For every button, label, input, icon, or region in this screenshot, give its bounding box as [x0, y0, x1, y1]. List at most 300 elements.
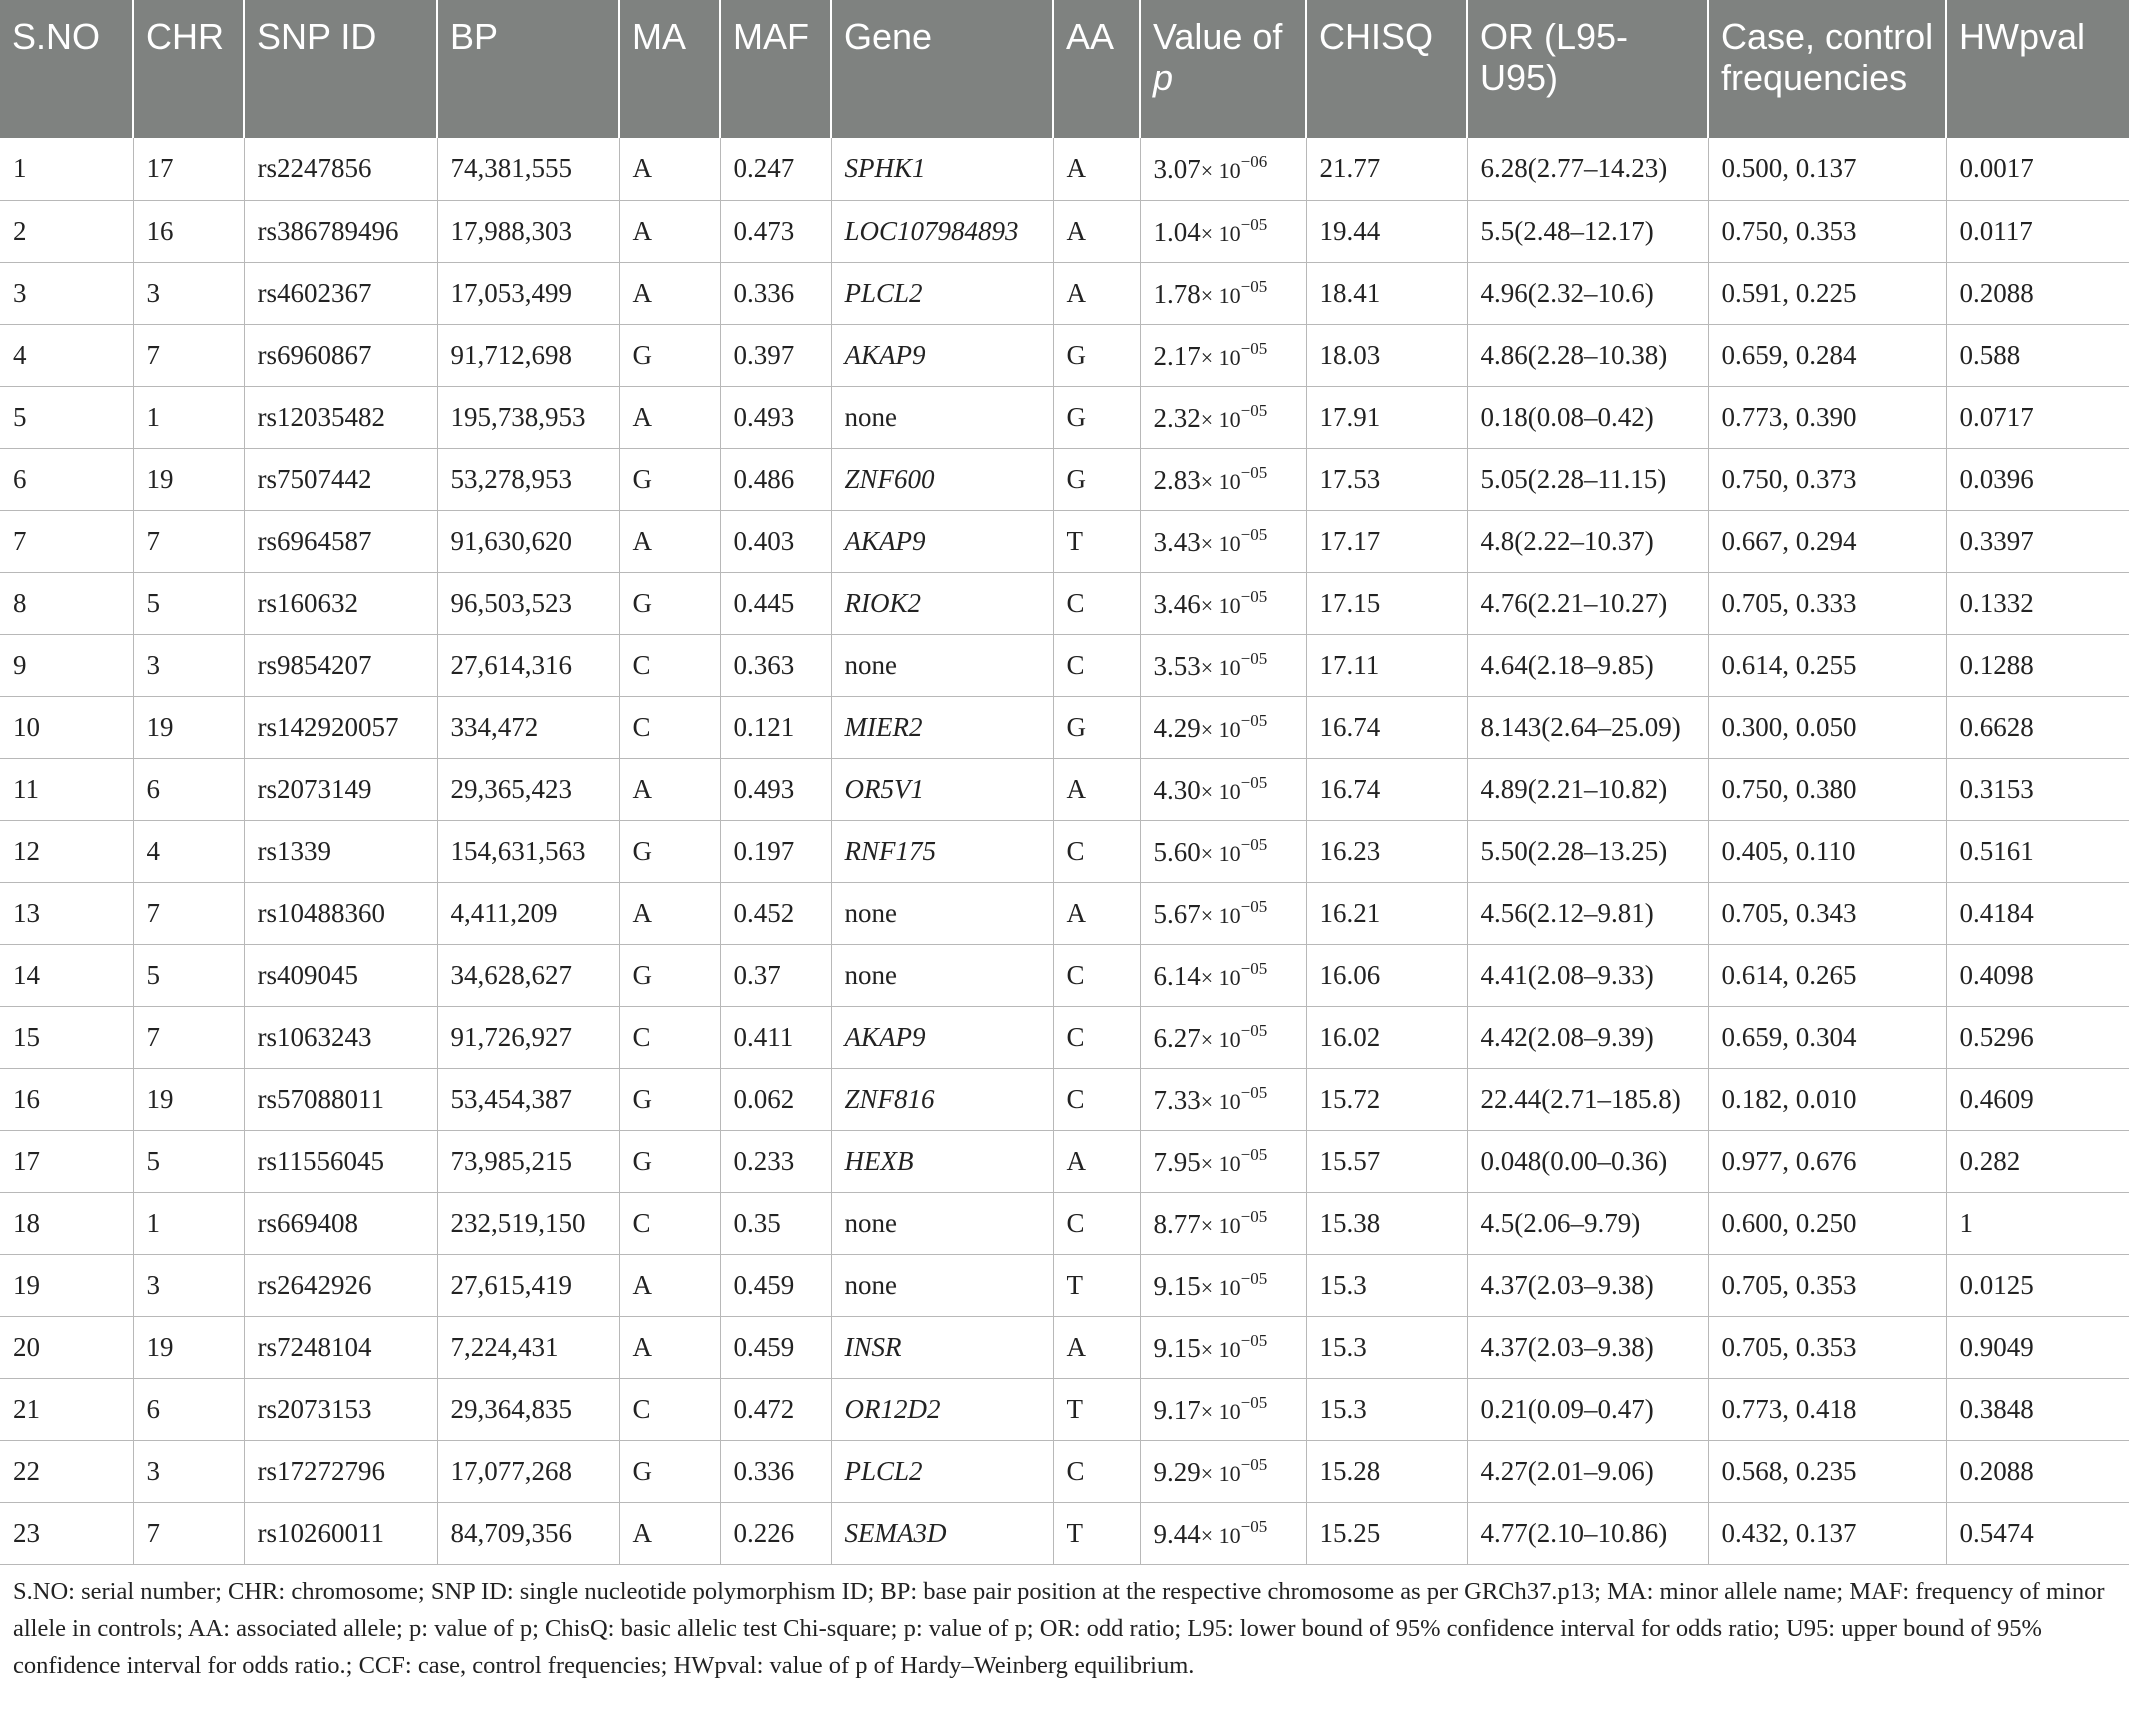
- chisq-cell: 15.57: [1306, 1130, 1467, 1192]
- ma-cell: G: [619, 1130, 720, 1192]
- aa-cell: A: [1053, 200, 1140, 262]
- col-header-hwpval: HWpval: [1946, 0, 2129, 138]
- p-value-exponent: −05: [1240, 710, 1268, 730]
- snp-id-cell: rs9854207: [244, 634, 437, 696]
- snp-id-cell: rs4602367: [244, 262, 437, 324]
- chisq-cell: 17.15: [1306, 572, 1467, 634]
- p-value-exponent: −05: [1240, 1144, 1268, 1164]
- hwpval-cell: 0.4609: [1946, 1068, 2129, 1130]
- maf-cell: 0.197: [720, 820, 831, 882]
- sno-cell: 6: [0, 448, 133, 510]
- p-value-multiplier: × 10: [1200, 344, 1241, 370]
- ccf-cell: 0.750, 0.380: [1708, 758, 1946, 820]
- table-row: [0, 448, 2129, 510]
- gene-cell: none: [831, 386, 1053, 448]
- col-header-p-value: [1140, 0, 1306, 138]
- table-row: [0, 1130, 2129, 1192]
- gene-cell: none: [831, 1254, 1053, 1316]
- sno-cell: 12: [0, 820, 133, 882]
- p-value-multiplier: × 10: [1200, 654, 1241, 680]
- chisq-cell: 18.03: [1306, 324, 1467, 386]
- gene-cell: none: [831, 944, 1053, 1006]
- maf-cell: 0.062: [720, 1068, 831, 1130]
- p-value-cell: [1140, 820, 1306, 882]
- bp-cell: 154,631,563: [437, 820, 619, 882]
- table-row: [0, 1378, 2129, 1440]
- p-value-base: 2.83: [1153, 464, 1201, 495]
- bp-cell: 91,630,620: [437, 510, 619, 572]
- hwpval-cell: 0.0396: [1946, 448, 2129, 510]
- snp-id-cell: rs10488360: [244, 882, 437, 944]
- hwpval-cell: 0.3397: [1946, 510, 2129, 572]
- chisq-cell: 17.17: [1306, 510, 1467, 572]
- chisq-cell: 16.74: [1306, 696, 1467, 758]
- ma-cell: C: [619, 634, 720, 696]
- ccf-cell: 0.591, 0.225: [1708, 262, 1946, 324]
- p-value-base: 5.60: [1153, 836, 1201, 867]
- chisq-cell: 15.72: [1306, 1068, 1467, 1130]
- table-row: [0, 138, 2129, 200]
- ccf-cell: 0.705, 0.353: [1708, 1254, 1946, 1316]
- or-cell: 4.27(2.01–9.06): [1467, 1440, 1708, 1502]
- chisq-cell: 16.23: [1306, 820, 1467, 882]
- bp-cell: 334,472: [437, 696, 619, 758]
- p-value-exponent: −06: [1240, 152, 1268, 172]
- table-row: [0, 1068, 2129, 1130]
- aa-cell: C: [1053, 634, 1140, 696]
- ccf-cell: 0.405, 0.110: [1708, 820, 1946, 882]
- chisq-cell: 17.53: [1306, 448, 1467, 510]
- ma-cell: C: [619, 1192, 720, 1254]
- p-value-cell: [1140, 448, 1306, 510]
- snp-id-cell: rs1063243: [244, 1006, 437, 1068]
- p-value-exponent: −05: [1240, 1454, 1268, 1474]
- p-value-base: 7.95: [1153, 1146, 1201, 1177]
- sno-cell: 13: [0, 882, 133, 944]
- ccf-cell: 0.750, 0.373: [1708, 448, 1946, 510]
- chisq-cell: 15.28: [1306, 1440, 1467, 1502]
- gene-cell: PLCL2: [831, 262, 1053, 324]
- p-value-exponent: −05: [1240, 586, 1268, 606]
- table-row: [0, 1192, 2129, 1254]
- hwpval-cell: 0.2088: [1946, 262, 2129, 324]
- p-value-base: 2.32: [1153, 402, 1201, 433]
- p-value-base: 1.78: [1153, 278, 1201, 309]
- ma-cell: G: [619, 572, 720, 634]
- col-header-snp-id: SNP ID: [244, 0, 437, 138]
- bp-cell: 84,709,356: [437, 1502, 619, 1564]
- p-value-multiplier: × 10: [1200, 1026, 1241, 1052]
- snp-id-cell: rs57088011: [244, 1068, 437, 1130]
- p-value-cell: [1140, 1316, 1306, 1378]
- aa-cell: A: [1053, 758, 1140, 820]
- table-row: [0, 200, 2129, 262]
- chisq-cell: 18.41: [1306, 262, 1467, 324]
- ma-cell: A: [619, 882, 720, 944]
- p-value-base: 7.33: [1153, 1084, 1201, 1115]
- chr-cell: 16: [133, 200, 244, 262]
- sno-cell: 3: [0, 262, 133, 324]
- sno-cell: 22: [0, 1440, 133, 1502]
- ccf-cell: 0.705, 0.343: [1708, 882, 1946, 944]
- ma-cell: G: [619, 448, 720, 510]
- hwpval-cell: 0.4098: [1946, 944, 2129, 1006]
- or-cell: 4.86(2.28–10.38): [1467, 324, 1708, 386]
- hwpval-cell: 0.9049: [1946, 1316, 2129, 1378]
- snp-id-cell: rs2247856: [244, 138, 437, 200]
- sno-cell: 1: [0, 138, 133, 200]
- table-footnote: S.NO: serial number; CHR: chromosome; SNP ID: single nucleotide polymorphism ID; BP: base pair position at the respective chromosome as per GRCh37.p13; MA: minor allele name; MAF: frequency of minor allele in controls; AA: associated allele; p: value of p; ChisQ: basic allelic test Chi-square; p: value of p; OR: odd ratio; L95: lower bound of 95% confidence interval for odds ratio; U95: upper bound of 95% confidence interval for odds ratio.; CCF: case, control frequencies; HWpval: value of p of Hardy–Weinberg equilibrium.: [13, 1578, 2105, 1679]
- p-value-multiplier: × 10: [1200, 282, 1241, 308]
- p-value-cell: [1140, 1006, 1306, 1068]
- sno-cell: 10: [0, 696, 133, 758]
- p-value-base: 2.17: [1153, 340, 1201, 371]
- sno-cell: 21: [0, 1378, 133, 1440]
- aa-cell: C: [1053, 1068, 1140, 1130]
- p-value-exponent: −05: [1240, 648, 1268, 668]
- gene-cell: HEXB: [831, 1130, 1053, 1192]
- chr-cell: 3: [133, 1440, 244, 1502]
- p-value-base: 3.53: [1153, 650, 1201, 681]
- chisq-cell: 19.44: [1306, 200, 1467, 262]
- bp-cell: 17,988,303: [437, 200, 619, 262]
- chr-cell: 5: [133, 572, 244, 634]
- p-value-cell: [1140, 1068, 1306, 1130]
- bp-cell: 195,738,953: [437, 386, 619, 448]
- p-value-multiplier: × 10: [1200, 1274, 1241, 1300]
- table-row: [0, 262, 2129, 324]
- p-value-exponent: −05: [1240, 896, 1268, 916]
- gene-cell: ZNF600: [831, 448, 1053, 510]
- p-value-base: 4.29: [1153, 712, 1201, 743]
- p-value-exponent: −05: [1240, 1020, 1268, 1040]
- chisq-cell: 16.21: [1306, 882, 1467, 944]
- bp-cell: 7,224,431: [437, 1316, 619, 1378]
- gene-cell: RIOK2: [831, 572, 1053, 634]
- aa-cell: T: [1053, 1254, 1140, 1316]
- snp-id-cell: rs1339: [244, 820, 437, 882]
- p-value-base: 6.27: [1153, 1022, 1201, 1053]
- p-value-exponent: −05: [1240, 958, 1268, 978]
- sno-cell: 17: [0, 1130, 133, 1192]
- bp-cell: 232,519,150: [437, 1192, 619, 1254]
- or-cell: 4.37(2.03–9.38): [1467, 1254, 1708, 1316]
- p-value-multiplier: × 10: [1200, 1336, 1241, 1362]
- table-row: [0, 1440, 2129, 1502]
- ccf-cell: 0.659, 0.284: [1708, 324, 1946, 386]
- ma-cell: A: [619, 1316, 720, 1378]
- or-cell: 4.42(2.08–9.39): [1467, 1006, 1708, 1068]
- p-value-cell: [1140, 634, 1306, 696]
- aa-cell: A: [1053, 262, 1140, 324]
- chisq-cell: 17.91: [1306, 386, 1467, 448]
- p-value-cell: [1140, 1254, 1306, 1316]
- hwpval-cell: 0.5296: [1946, 1006, 2129, 1068]
- ccf-cell: 0.600, 0.250: [1708, 1192, 1946, 1254]
- maf-cell: 0.403: [720, 510, 831, 572]
- ma-cell: G: [619, 1440, 720, 1502]
- p-value-exponent: −05: [1240, 772, 1268, 792]
- sno-cell: 2: [0, 200, 133, 262]
- table-row: [0, 510, 2129, 572]
- p-header-prefix: Value of: [1153, 16, 1283, 57]
- bp-cell: 53,454,387: [437, 1068, 619, 1130]
- or-cell: 6.28(2.77–14.23): [1467, 138, 1708, 200]
- hwpval-cell: 1: [1946, 1192, 2129, 1254]
- bp-cell: 53,278,953: [437, 448, 619, 510]
- chisq-cell: 17.11: [1306, 634, 1467, 696]
- p-value-cell: [1140, 882, 1306, 944]
- sno-cell: 4: [0, 324, 133, 386]
- maf-cell: 0.472: [720, 1378, 831, 1440]
- sno-cell: 20: [0, 1316, 133, 1378]
- p-value-exponent: −05: [1240, 1516, 1268, 1536]
- or-cell: 4.89(2.21–10.82): [1467, 758, 1708, 820]
- aa-cell: C: [1053, 944, 1140, 1006]
- chr-cell: 1: [133, 1192, 244, 1254]
- maf-cell: 0.473: [720, 200, 831, 262]
- chisq-cell: 15.3: [1306, 1378, 1467, 1440]
- table-row: [0, 324, 2129, 386]
- p-value-multiplier: × 10: [1200, 220, 1241, 246]
- ccf-cell: 0.182, 0.010: [1708, 1068, 1946, 1130]
- or-cell: 4.76(2.21–10.27): [1467, 572, 1708, 634]
- hwpval-cell: 0.1288: [1946, 634, 2129, 696]
- bp-cell: 91,726,927: [437, 1006, 619, 1068]
- snp-id-cell: rs2073149: [244, 758, 437, 820]
- p-value-exponent: −05: [1240, 1268, 1268, 1288]
- chr-cell: 19: [133, 696, 244, 758]
- aa-cell: C: [1053, 572, 1140, 634]
- ccf-cell: 0.300, 0.050: [1708, 696, 1946, 758]
- p-value-base: 9.44: [1153, 1518, 1201, 1549]
- bp-cell: 34,628,627: [437, 944, 619, 1006]
- maf-cell: 0.459: [720, 1254, 831, 1316]
- p-value-multiplier: × 10: [1200, 778, 1241, 804]
- maf-cell: 0.247: [720, 138, 831, 200]
- maf-cell: 0.121: [720, 696, 831, 758]
- maf-cell: 0.233: [720, 1130, 831, 1192]
- hwpval-cell: 0.588: [1946, 324, 2129, 386]
- sno-cell: 23: [0, 1502, 133, 1564]
- maf-cell: 0.37: [720, 944, 831, 1006]
- bp-cell: 29,364,835: [437, 1378, 619, 1440]
- aa-cell: G: [1053, 448, 1140, 510]
- ccf-cell: 0.432, 0.137: [1708, 1502, 1946, 1564]
- ccf-cell: 0.773, 0.418: [1708, 1378, 1946, 1440]
- hwpval-cell: 0.3848: [1946, 1378, 2129, 1440]
- aa-cell: C: [1053, 1006, 1140, 1068]
- ma-cell: G: [619, 944, 720, 1006]
- ccf-cell: 0.568, 0.235: [1708, 1440, 1946, 1502]
- col-header-maf: MAF: [720, 0, 831, 138]
- snp-id-cell: rs6964587: [244, 510, 437, 572]
- p-value-cell: [1140, 572, 1306, 634]
- p-value-cell: [1140, 262, 1306, 324]
- or-cell: 4.56(2.12–9.81): [1467, 882, 1708, 944]
- or-cell: 0.21(0.09–0.47): [1467, 1378, 1708, 1440]
- p-value-cell: [1140, 1440, 1306, 1502]
- sno-cell: 19: [0, 1254, 133, 1316]
- ma-cell: A: [619, 262, 720, 324]
- or-cell: 5.05(2.28–11.15): [1467, 448, 1708, 510]
- or-cell: 0.048(0.00–0.36): [1467, 1130, 1708, 1192]
- chr-cell: 7: [133, 882, 244, 944]
- p-value-base: 6.14: [1153, 960, 1201, 991]
- col-header-sno: S.NO: [0, 0, 133, 138]
- maf-cell: 0.35: [720, 1192, 831, 1254]
- snp-id-cell: rs669408: [244, 1192, 437, 1254]
- bp-cell: 73,985,215: [437, 1130, 619, 1192]
- or-cell: 4.37(2.03–9.38): [1467, 1316, 1708, 1378]
- ccf-cell: 0.659, 0.304: [1708, 1006, 1946, 1068]
- hwpval-cell: 0.0125: [1946, 1254, 2129, 1316]
- gene-cell: none: [831, 882, 1053, 944]
- ccf-cell: 0.773, 0.390: [1708, 386, 1946, 448]
- aa-cell: C: [1053, 1192, 1140, 1254]
- or-cell: 5.50(2.28–13.25): [1467, 820, 1708, 882]
- sno-cell: 18: [0, 1192, 133, 1254]
- p-value-multiplier: × 10: [1200, 1398, 1241, 1424]
- bp-cell: 17,077,268: [437, 1440, 619, 1502]
- chisq-cell: 15.25: [1306, 1502, 1467, 1564]
- chisq-cell: 16.06: [1306, 944, 1467, 1006]
- maf-cell: 0.397: [720, 324, 831, 386]
- p-value-cell: [1140, 138, 1306, 200]
- hwpval-cell: 0.6628: [1946, 696, 2129, 758]
- ma-cell: A: [619, 1254, 720, 1316]
- p-value-base: 3.43: [1153, 526, 1201, 557]
- sno-cell: 15: [0, 1006, 133, 1068]
- aa-cell: C: [1053, 820, 1140, 882]
- chisq-cell: 15.3: [1306, 1254, 1467, 1316]
- p-value-base: 9.17: [1153, 1394, 1201, 1425]
- p-value-multiplier: × 10: [1200, 1150, 1241, 1176]
- p-value-cell: [1140, 324, 1306, 386]
- maf-cell: 0.493: [720, 758, 831, 820]
- p-value-exponent: −05: [1240, 524, 1268, 544]
- gene-cell: PLCL2: [831, 1440, 1053, 1502]
- or-cell: 8.143(2.64–25.09): [1467, 696, 1708, 758]
- col-header-chr: CHR: [133, 0, 244, 138]
- ccf-cell: 0.614, 0.255: [1708, 634, 1946, 696]
- or-cell: 4.41(2.08–9.33): [1467, 944, 1708, 1006]
- ccf-cell: 0.667, 0.294: [1708, 510, 1946, 572]
- snp-id-cell: rs12035482: [244, 386, 437, 448]
- table-row: [0, 696, 2129, 758]
- snp-id-cell: rs160632: [244, 572, 437, 634]
- chr-cell: 3: [133, 262, 244, 324]
- ma-cell: A: [619, 1502, 720, 1564]
- chr-cell: 17: [133, 138, 244, 200]
- p-value-cell: [1140, 758, 1306, 820]
- hwpval-cell: 0.3153: [1946, 758, 2129, 820]
- maf-cell: 0.452: [720, 882, 831, 944]
- maf-cell: 0.336: [720, 262, 831, 324]
- ma-cell: A: [619, 758, 720, 820]
- p-value-exponent: −05: [1240, 462, 1268, 482]
- p-value-multiplier: × 10: [1200, 530, 1241, 556]
- aa-cell: A: [1053, 1130, 1140, 1192]
- gene-cell: MIER2: [831, 696, 1053, 758]
- snp-id-cell: rs386789496: [244, 200, 437, 262]
- ma-cell: G: [619, 820, 720, 882]
- hwpval-cell: 0.1332: [1946, 572, 2129, 634]
- maf-cell: 0.336: [720, 1440, 831, 1502]
- table-body: [0, 138, 2129, 1564]
- p-value-exponent: −05: [1240, 834, 1268, 854]
- p-value-cell: [1140, 696, 1306, 758]
- snp-id-cell: rs17272796: [244, 1440, 437, 1502]
- hwpval-cell: 0.0117: [1946, 200, 2129, 262]
- aa-cell: A: [1053, 138, 1140, 200]
- chr-cell: 7: [133, 510, 244, 572]
- snp-id-cell: rs7507442: [244, 448, 437, 510]
- p-value-base: 9.29: [1153, 1456, 1201, 1487]
- table-row: [0, 944, 2129, 1006]
- snp-id-cell: rs2642926: [244, 1254, 437, 1316]
- hwpval-cell: 0.282: [1946, 1130, 2129, 1192]
- p-value-multiplier: × 10: [1200, 1212, 1241, 1238]
- p-value-cell: [1140, 510, 1306, 572]
- sno-cell: 9: [0, 634, 133, 696]
- col-header-gene: Gene: [831, 0, 1053, 138]
- snp-id-cell: rs7248104: [244, 1316, 437, 1378]
- ccf-cell: 0.750, 0.353: [1708, 200, 1946, 262]
- maf-cell: 0.445: [720, 572, 831, 634]
- or-cell: 0.18(0.08–0.42): [1467, 386, 1708, 448]
- p-value-base: 9.15: [1153, 1332, 1201, 1363]
- p-value-multiplier: × 10: [1200, 158, 1241, 184]
- p-value-multiplier: × 10: [1200, 902, 1241, 928]
- chr-cell: 5: [133, 944, 244, 1006]
- gene-cell: RNF175: [831, 820, 1053, 882]
- p-value-base: 1.04: [1153, 216, 1201, 247]
- snp-id-cell: rs11556045: [244, 1130, 437, 1192]
- p-value-exponent: −05: [1240, 1392, 1268, 1412]
- gene-cell: none: [831, 634, 1053, 696]
- chr-cell: 7: [133, 324, 244, 386]
- aa-cell: T: [1053, 510, 1140, 572]
- col-header-ma: MA: [619, 0, 720, 138]
- bp-cell: 27,615,419: [437, 1254, 619, 1316]
- chr-cell: 7: [133, 1502, 244, 1564]
- gene-cell: INSR: [831, 1316, 1053, 1378]
- chisq-cell: 16.74: [1306, 758, 1467, 820]
- gene-cell: AKAP9: [831, 1006, 1053, 1068]
- or-cell: 5.5(2.48–12.17): [1467, 200, 1708, 262]
- snp-id-cell: rs409045: [244, 944, 437, 1006]
- sno-cell: 5: [0, 386, 133, 448]
- chisq-cell: 16.02: [1306, 1006, 1467, 1068]
- p-value-base: 9.15: [1153, 1270, 1201, 1301]
- or-cell: 22.44(2.71–185.8): [1467, 1068, 1708, 1130]
- hwpval-cell: 0.2088: [1946, 1440, 2129, 1502]
- ma-cell: C: [619, 1006, 720, 1068]
- ccf-cell: 0.977, 0.676: [1708, 1130, 1946, 1192]
- p-value-multiplier: × 10: [1200, 1088, 1241, 1114]
- bp-cell: 4,411,209: [437, 882, 619, 944]
- ma-cell: A: [619, 510, 720, 572]
- p-value-exponent: −05: [1240, 1082, 1268, 1102]
- p-value-cell: [1140, 1192, 1306, 1254]
- p-value-multiplier: × 10: [1200, 840, 1241, 866]
- chr-cell: 19: [133, 448, 244, 510]
- or-cell: 4.77(2.10–10.86): [1467, 1502, 1708, 1564]
- ma-cell: A: [619, 138, 720, 200]
- table-row: [0, 634, 2129, 696]
- chr-cell: 1: [133, 386, 244, 448]
